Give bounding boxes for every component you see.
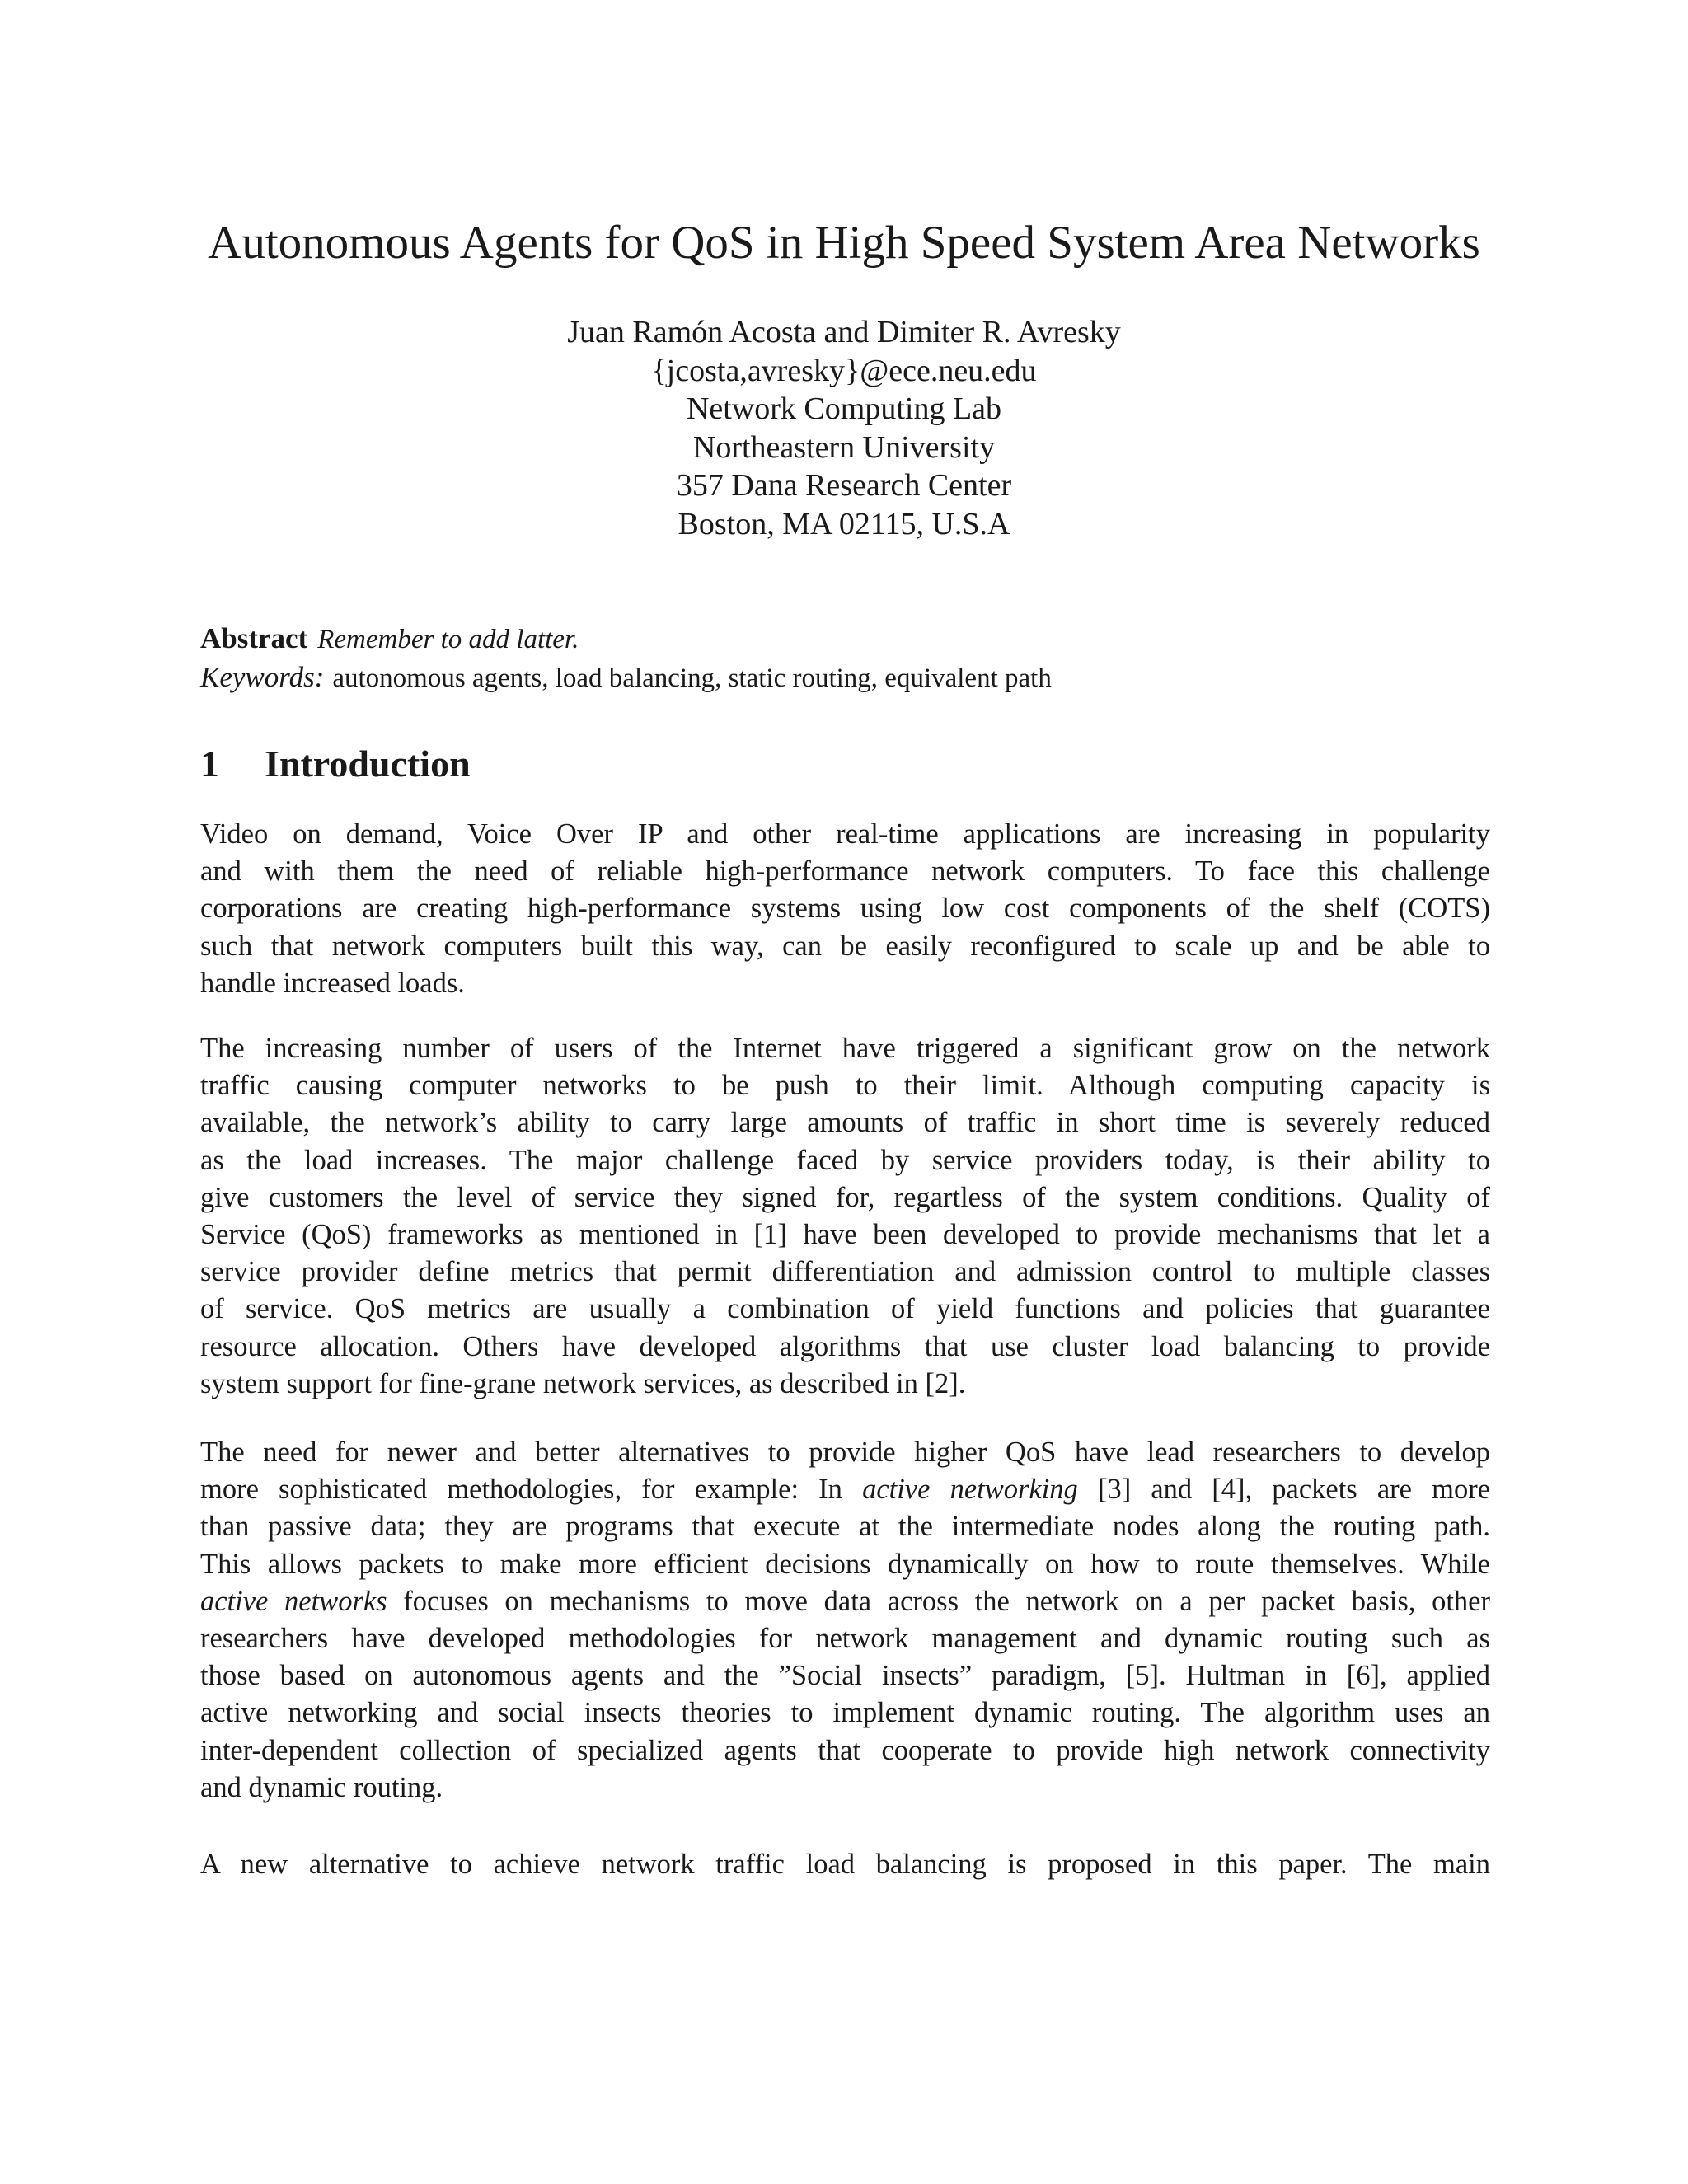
paragraph-line: The increasing number of users of the Internet have triggered a significant grow on the network	[200, 1033, 1490, 1064]
paragraph-line: traffic causing computer networks to be push to their limit. Although computing capacity is	[200, 1070, 1490, 1102]
section-number: 1	[200, 743, 219, 785]
paragraph-line: such that network computers built this way, can be easily reconfigured to scale up and be able to	[200, 930, 1490, 962]
paragraph-line: service provider define metrics that permit differentiation and admission control to multiple classes	[200, 1256, 1490, 1288]
paragraph-line: handle increased loads.	[200, 967, 465, 999]
paragraph-3	[200, 1434, 1490, 1807]
section-heading-introduction	[200, 742, 1490, 785]
keywords-label: Keywords:	[200, 661, 325, 693]
paragraph-line: corporations are creating high-performance systems using low cost components of the shelf (COTS)	[200, 893, 1490, 925]
paper-title: Autonomous Agents for QoS in High Speed System Area Networks	[208, 217, 1480, 269]
paragraph-line	[200, 1583, 1490, 1620]
abstract-text: Remember to add latter.	[317, 625, 579, 654]
paragraph-line: as the load increases. The major challenge faced by service providers today, is their ability to	[200, 1144, 1490, 1176]
author-email: {jcosta,avresky}@ece.neu.edu	[651, 353, 1037, 388]
paragraph-line: system support for fine-grane network services, as described in [2].	[200, 1367, 966, 1399]
paragraph-line: resource allocation. Others have developed algorithms that use cluster load balancing to provide	[200, 1330, 1490, 1362]
paragraph-line: Video on demand, Voice Over IP and other real-time applications are increasing in popularity	[200, 818, 1490, 850]
author-university: Northeastern University	[692, 429, 996, 465]
paragraph-line: than passive data; they are programs that execute at the intermediate nodes along the routing path.	[200, 1511, 1490, 1543]
line-segment: focuses on mechanisms to move data across the network on a per packet basis, other	[387, 1585, 1490, 1617]
abstract-label: Abstract	[200, 622, 308, 654]
abstract-line	[200, 620, 1490, 658]
emphasis-active-networking: active networking	[862, 1474, 1078, 1506]
paragraph-line: active networking and social insects theories to implement dynamic routing. The algorithm uses an	[200, 1697, 1490, 1729]
keywords-text: autonomous agents, load balancing, static routing, equivalent path	[332, 663, 1052, 693]
paragraph-2	[200, 1030, 1490, 1403]
abstract-block	[200, 620, 1490, 697]
paragraph-line	[200, 1471, 1490, 1508]
author-lab: Network Computing Lab	[686, 391, 1002, 426]
paragraph-line: The need for newer and better alternatives to provide higher QoS have lead researchers to develop	[200, 1436, 1490, 1468]
keywords-line	[200, 658, 1490, 697]
paragraph-1	[200, 816, 1490, 1002]
paragraph-line: inter-dependent collection of specialized agents that cooperate to provide high network connectivity	[200, 1734, 1490, 1766]
paragraph-line: and with them the need of reliable high-performance network computers. To face this challenge	[200, 855, 1490, 888]
paragraph-line: give customers the level of service they signed for, regartless of the system conditions. Quality of	[200, 1181, 1490, 1213]
author-city: Boston, MA 02115, U.S.A	[678, 506, 1010, 541]
paragraph-line: A new alternative to achieve network traffic load balancing is proposed in this paper. The main	[200, 1849, 1490, 1880]
author-names: Juan Ramón Acosta and Dimiter R. Avresky	[567, 315, 1121, 349]
line-segment: [3] and [4], packets are more	[1077, 1474, 1490, 1506]
paragraph-line: researchers have developed methodologies for network management and dynamic routing such as	[200, 1623, 1490, 1655]
line-segment: more sophisticated methodologies, for example: In	[200, 1474, 863, 1506]
paragraph-line: those based on autonomous agents and the ”Social insects” paradigm, [5]. Hultman in [6], applied	[200, 1660, 1490, 1692]
section-title: Introduction	[265, 743, 471, 785]
paragraph-line: available, the network’s ability to carry large amounts of traffic in short time is severely reduced	[200, 1107, 1490, 1139]
paragraph-line: This allows packets to make more efficient decisions dynamically on how to route themselves. While	[200, 1548, 1490, 1580]
paragraph-line: Service (QoS) frameworks as mentioned in [1] have been developed to provide mechanisms that let a	[200, 1219, 1490, 1251]
paragraph-4	[200, 1846, 1490, 1883]
author-address: 357 Dana Research Center	[676, 468, 1012, 503]
paragraph-line: and dynamic routing.	[200, 1771, 443, 1803]
paragraph-line: of service. QoS metrics are usually a combination of yield functions and policies that guarantee	[200, 1293, 1490, 1325]
author-block	[0, 313, 1688, 543]
emphasis-active-networks: active networks	[200, 1585, 387, 1617]
